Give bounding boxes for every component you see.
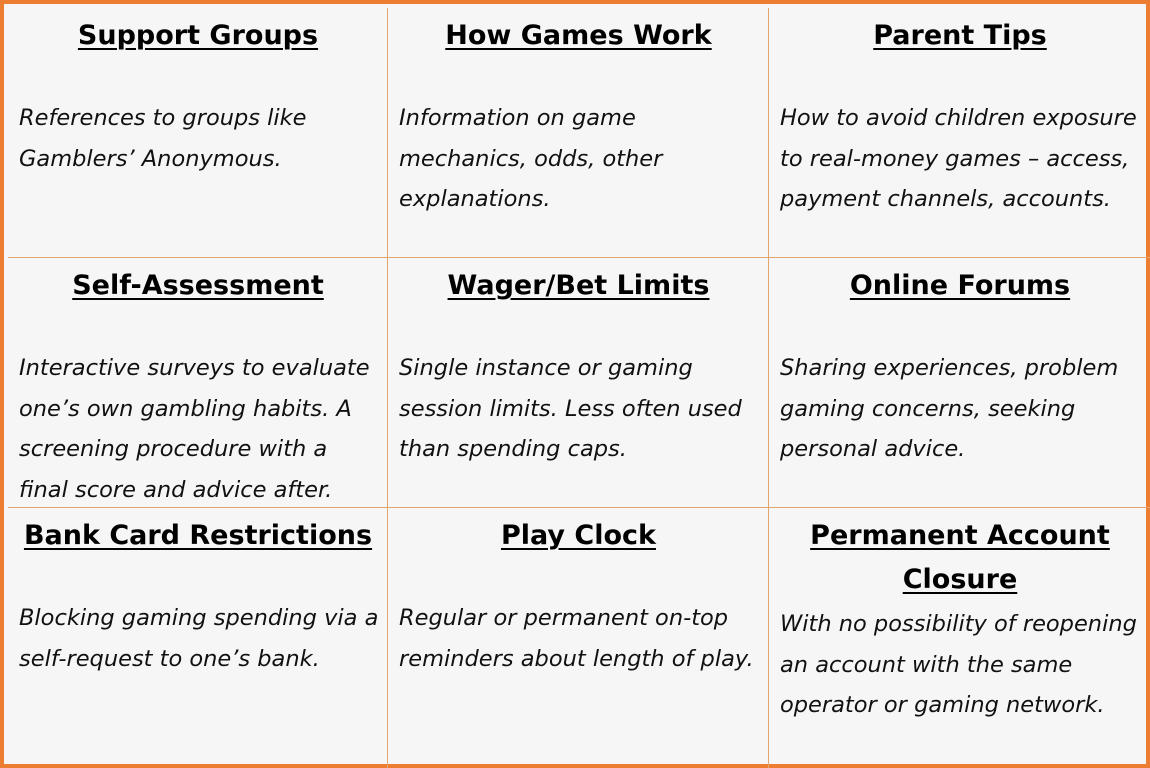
cell-description: Sharing experiences, problem gaming concerns, seeking personal advice. bbox=[780, 355, 1119, 462]
cell-description: Blocking gaming spending via a self-request to one’s bank. bbox=[19, 605, 379, 672]
cell-parent-tips bbox=[769, 8, 1150, 258]
cell-online-forums bbox=[769, 258, 1150, 508]
cell-title: Bank Card Restrictions bbox=[23, 520, 373, 551]
cell-bank-card-restrictions bbox=[8, 508, 388, 768]
cell-title: Play Clock bbox=[500, 520, 656, 551]
cell-title: Parent Tips bbox=[873, 20, 1047, 51]
cell-support-groups bbox=[8, 8, 388, 258]
tools-table bbox=[8, 8, 1150, 768]
cell-self-assessment bbox=[8, 258, 388, 508]
cell-permanent-account-closure bbox=[769, 508, 1150, 768]
cell-title: How Games Work bbox=[445, 20, 712, 51]
cell-description: How to avoid children exposure to real-money games – access, payment channels, accounts. bbox=[780, 105, 1137, 212]
cell-description: Regular or permanent on-top reminders about length of play. bbox=[399, 605, 754, 672]
cell-description: Single instance or gaming session limits. Less often used than spending caps. bbox=[399, 355, 742, 462]
cell-title: Self-Assessment bbox=[72, 270, 324, 301]
cell-description: Interactive surveys to evaluate one’s own gambling habits. A screening procedure with a final score and advice after. bbox=[19, 355, 370, 503]
cell-description: Information on game mechanics, odds, other explanations. bbox=[399, 105, 663, 212]
cell-description: With no possibility of reopening an account with the same operator or gaming network. bbox=[780, 611, 1137, 718]
cell-how-games-work bbox=[388, 8, 769, 258]
cell-title: Support Groups bbox=[77, 20, 319, 51]
cell-description: References to groups like Gamblers’ Anonymous. bbox=[19, 105, 307, 172]
cell-title: Permanent Account Closure bbox=[810, 520, 1110, 595]
cell-title: Online Forums bbox=[849, 270, 1071, 301]
cell-title: Wager/Bet Limits bbox=[447, 270, 710, 301]
cell-wager-bet-limits bbox=[388, 258, 769, 508]
cell-play-clock bbox=[388, 508, 769, 768]
